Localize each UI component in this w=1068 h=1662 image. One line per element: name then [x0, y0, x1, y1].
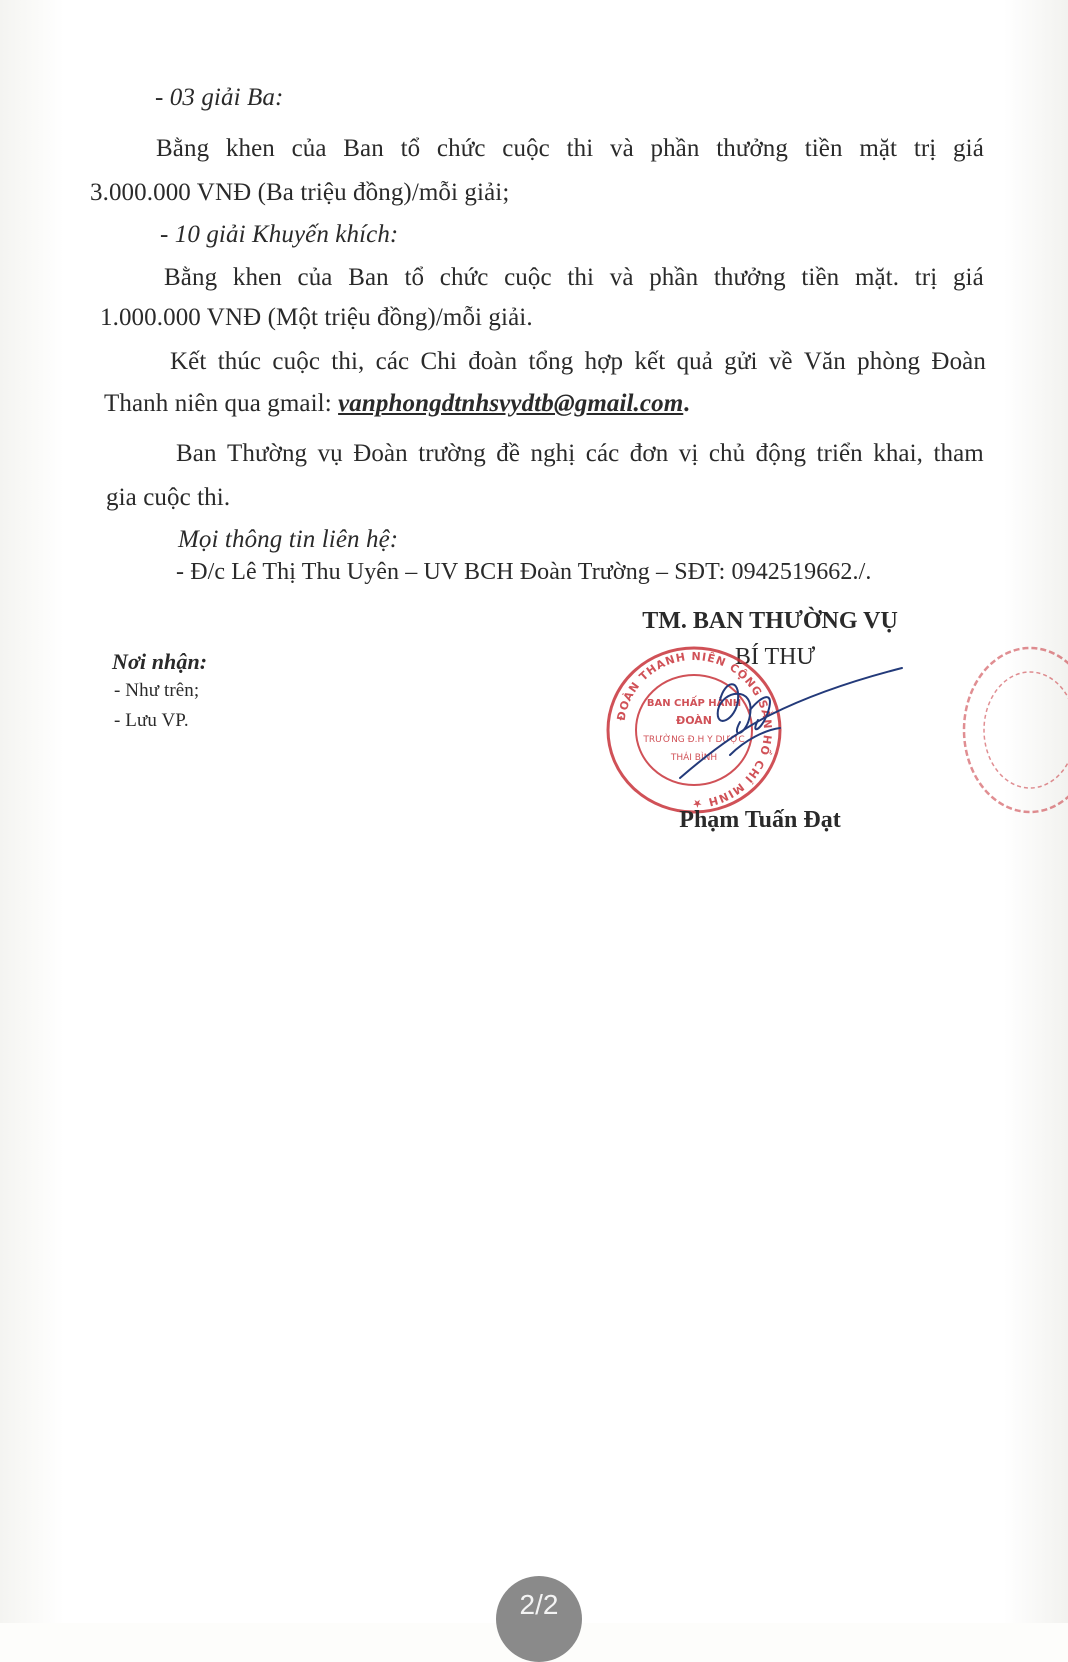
word: Văn — [803, 348, 846, 375]
word: cuộc — [272, 348, 321, 375]
word: trị — [914, 264, 938, 291]
word: của — [297, 264, 333, 291]
page-indicator: 2/2 — [496, 1576, 582, 1662]
word: trị — [913, 135, 937, 162]
signature-org-title: TM. BAN THƯỜNG VỤ — [642, 608, 898, 634]
word: Thường — [227, 440, 308, 467]
word: mặt — [859, 135, 898, 162]
closing-line-2-suffix: . — [683, 390, 690, 417]
request-line-2: gia cuộc thi. — [106, 484, 231, 511]
word: cuộc — [504, 264, 552, 291]
svg-text:THÁI BÌNH: THÁI BÌNH — [670, 753, 718, 763]
word: các — [375, 348, 410, 375]
word: Kết — [170, 348, 207, 375]
request-line-1 — [176, 438, 984, 470]
word: khai, — [873, 440, 924, 467]
word: tổng — [528, 348, 574, 375]
word: Ban — [343, 135, 384, 162]
word: Ban — [348, 264, 389, 291]
word: thưởng — [716, 135, 789, 162]
word: và — [609, 135, 634, 162]
word: động — [755, 440, 807, 467]
word: quả — [676, 348, 713, 375]
word: thi — [566, 135, 594, 162]
word: thúc — [217, 348, 262, 375]
signer-name: Phạm Tuấn Đạt — [679, 807, 841, 833]
handwritten-signature — [670, 660, 910, 790]
word: giá — [952, 264, 984, 291]
word: khen — [232, 264, 282, 291]
recipient-item: - Như trên; — [114, 680, 200, 701]
signature-position: BÍ THƯ — [734, 644, 816, 670]
third-prize-line-1 — [156, 133, 984, 165]
word: gửi — [724, 348, 758, 375]
word: phòng — [857, 348, 921, 375]
word: kết — [634, 348, 666, 375]
word: đề — [496, 440, 521, 467]
word: tiền — [801, 264, 840, 291]
word: giá — [953, 135, 984, 162]
word: về — [768, 348, 793, 375]
partial-stamp-edge — [960, 640, 1068, 820]
word: Đoàn — [353, 440, 408, 467]
recipient-item: - Lưu VP. — [114, 710, 189, 731]
word: Đoàn — [931, 348, 986, 375]
recipients-heading: Nơi nhận: — [112, 649, 208, 674]
third-prize-heading: - 03 giải Ba: — [155, 84, 284, 111]
word: chức — [436, 135, 486, 162]
word: và — [609, 264, 634, 291]
word: phần — [649, 264, 699, 291]
word: thưởng — [713, 264, 786, 291]
third-prize-line-2: 3.000.000 VNĐ (Ba triệu đồng)/mỗi giải; — [90, 179, 510, 206]
word: Bằng — [156, 135, 210, 162]
word: tiền — [804, 135, 843, 162]
word: nghị — [530, 440, 576, 467]
word: Ban — [176, 440, 217, 467]
word: trường — [418, 440, 486, 467]
contact-line: - Đ/c Lê Thị Thu Uyên – UV BCH Đoàn Trường – SĐT: 0942519662./. — [176, 559, 872, 585]
word: triển — [816, 440, 863, 467]
word: đoàn — [468, 348, 518, 375]
word: Chi — [420, 348, 457, 375]
word: chủ — [708, 440, 746, 467]
closing-line-1 — [170, 346, 986, 378]
contact-heading: Mọi thông tin liên hệ: — [178, 526, 399, 553]
word: của — [291, 135, 327, 162]
svg-text:TRƯỜNG Đ.H Y DƯỢC: TRƯỜNG Đ.H Y DƯỢC — [643, 735, 745, 745]
svg-text:ĐOÀN THANH NIÊN CỘNG SẢN HỒ CH: ĐOÀN THANH NIÊN CỘNG SẢN HỒ CHÍ MINH ★ — [614, 649, 775, 811]
closing-line-2 — [104, 388, 690, 420]
word: mặt. — [854, 264, 900, 291]
word: tham — [933, 440, 984, 467]
word: đơn — [629, 440, 669, 467]
encouragement-line-2: 1.000.000 VNĐ (Một triệu đồng)/mỗi giải. — [100, 304, 533, 331]
encouragement-line-1 — [164, 262, 984, 294]
word: phần — [650, 135, 700, 162]
word: Bằng — [164, 264, 218, 291]
word: tổ — [400, 135, 421, 162]
word: chức — [439, 264, 489, 291]
svg-text:BAN CHẤP HÀNH: BAN CHẤP HÀNH — [646, 698, 742, 709]
word: khen — [225, 135, 275, 162]
svg-text:ĐOÀN: ĐOÀN — [676, 714, 712, 727]
encouragement-heading: - 10 giải Khuyến khích: — [160, 221, 399, 248]
word: hợp — [584, 348, 624, 375]
word: thi — [567, 264, 595, 291]
word: tổ — [404, 264, 425, 291]
word: vị — [678, 440, 699, 467]
word: cuộc — [502, 135, 550, 162]
word: thi, — [331, 348, 365, 375]
closing-line-2-prefix: Thanh niên qua gmail: — [104, 390, 339, 417]
word: vụ — [317, 440, 343, 467]
word: các — [585, 440, 620, 467]
contact-email-link[interactable]: vanphongdtnhsvydtb@gmail.com — [338, 390, 684, 417]
